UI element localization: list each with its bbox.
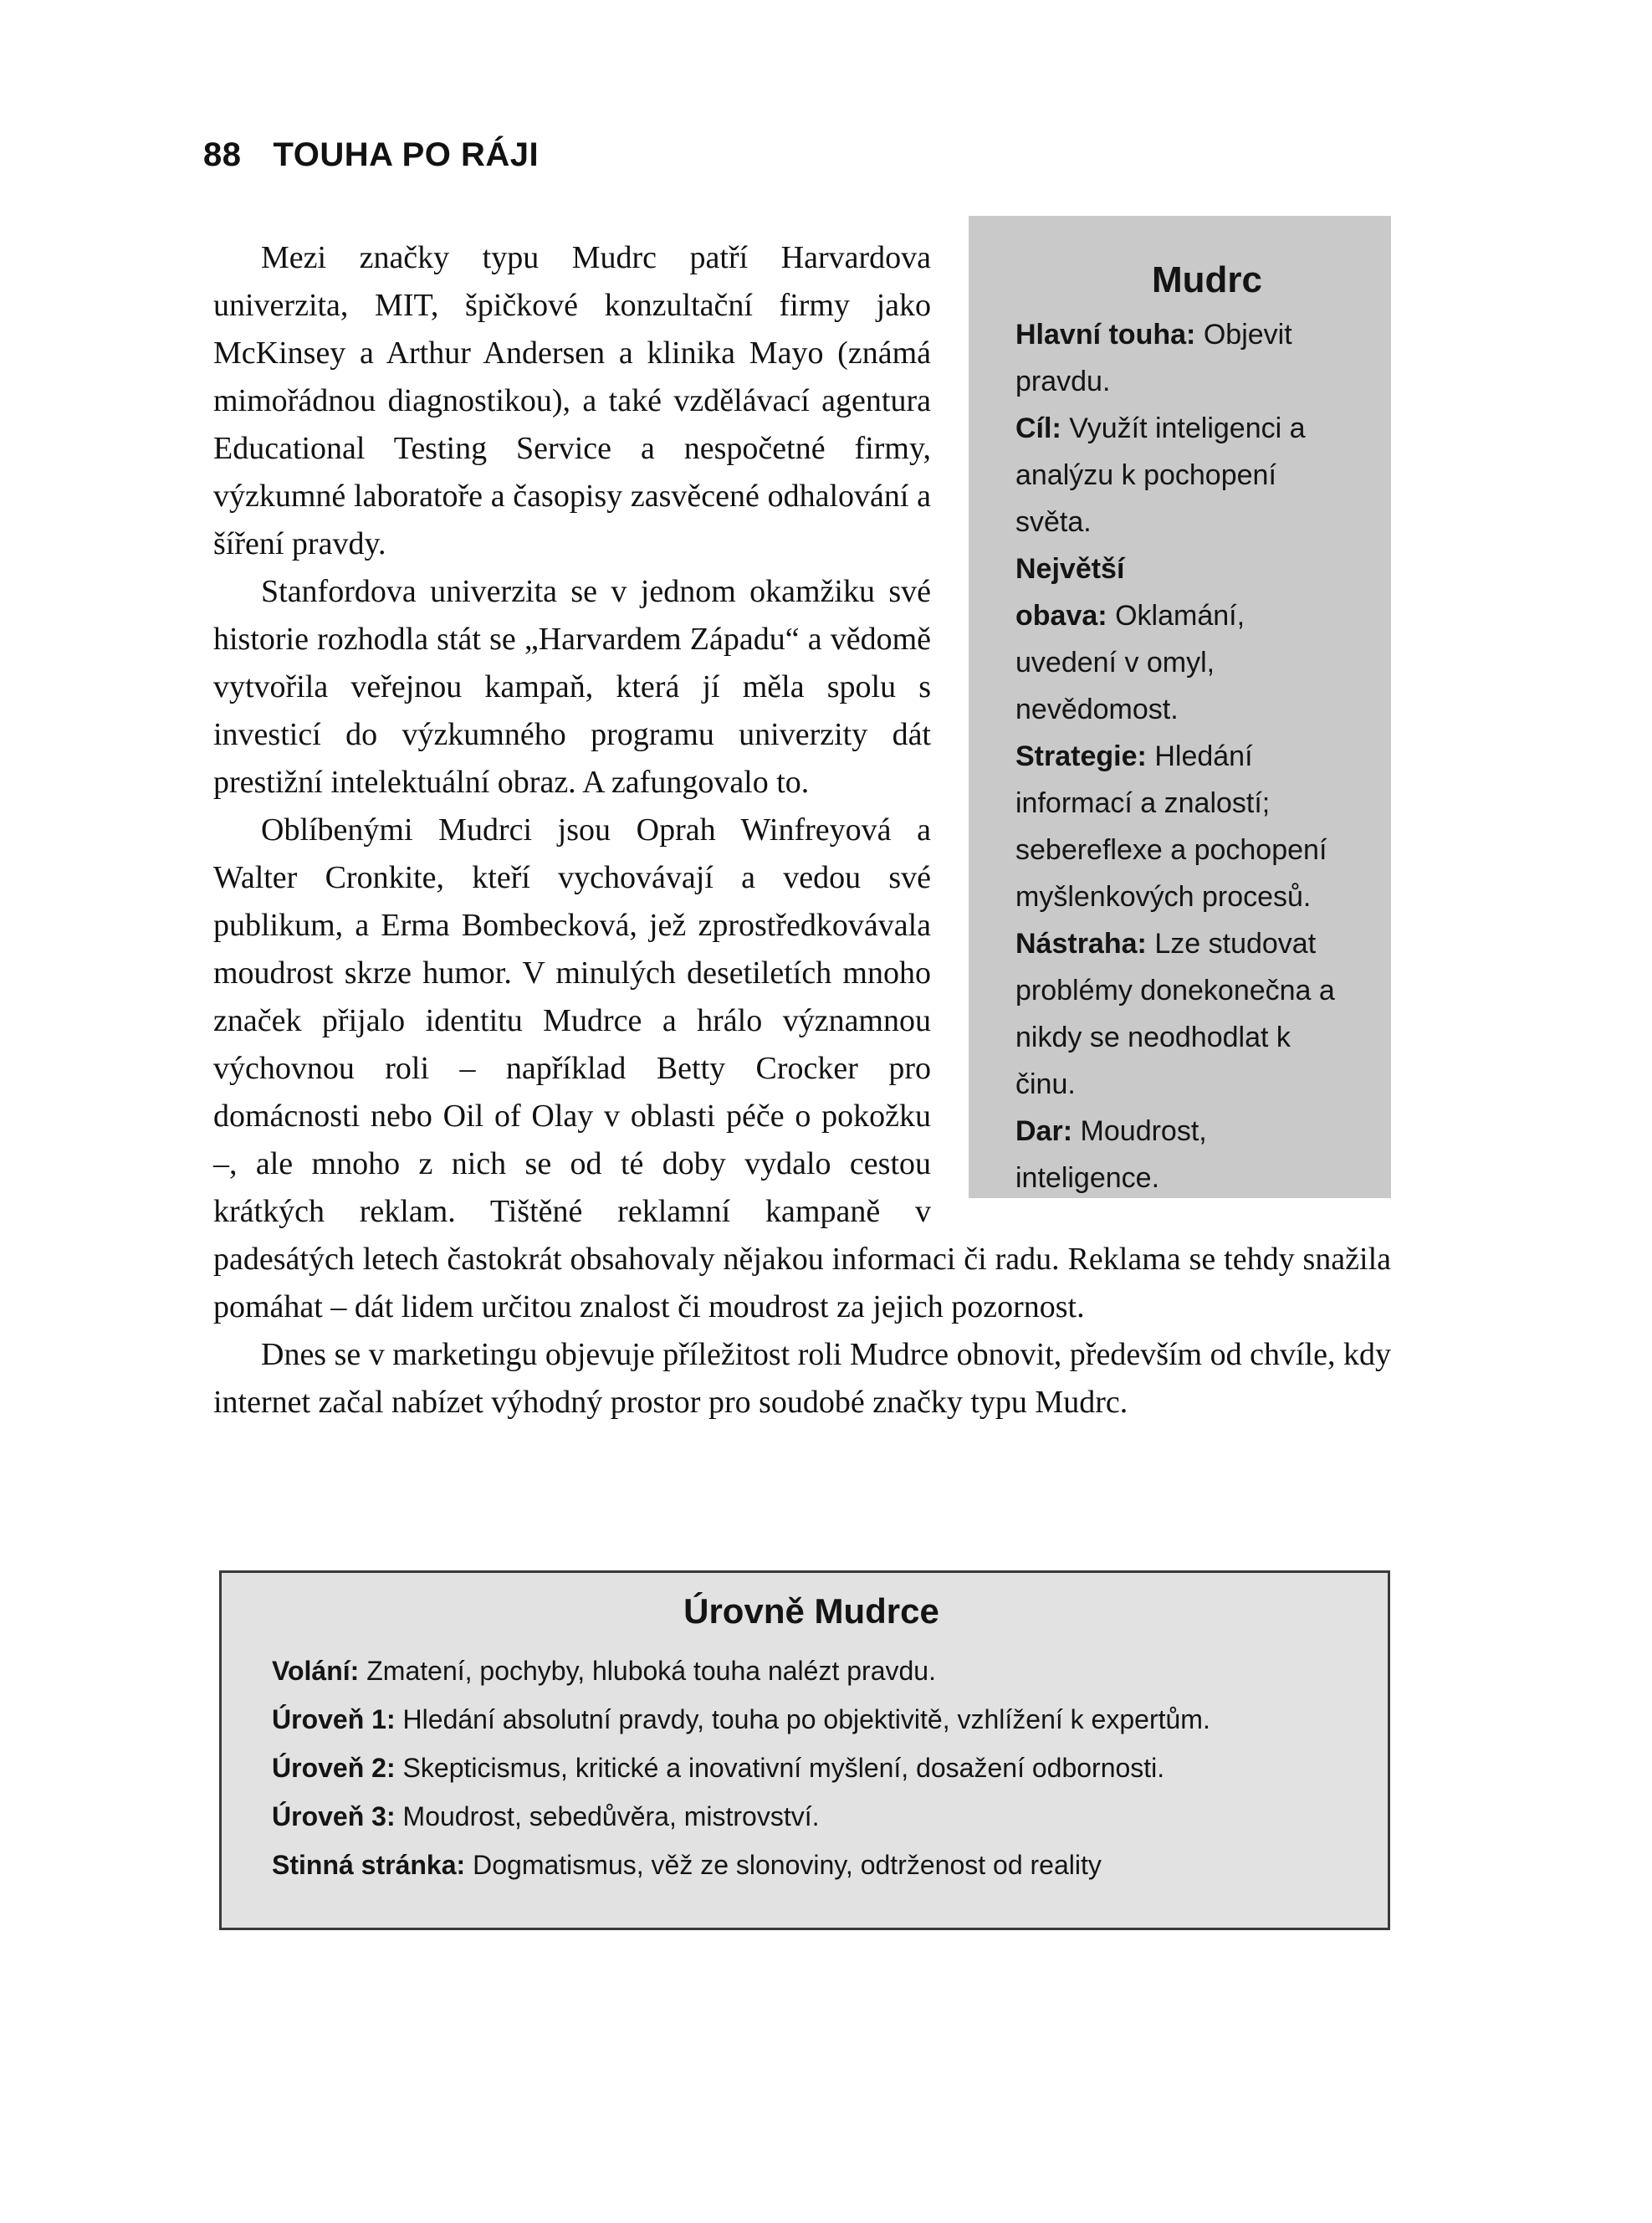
levels-entry-label: Úroveň 3: bbox=[272, 1801, 396, 1831]
sidebar-entry-label: Hlavní touha: bbox=[1015, 319, 1196, 351]
levels-entry-text: Moudrost, sebedůvěra, mistrovství. bbox=[402, 1801, 820, 1831]
sidebar-entry-text: Moudrost, inteligence. bbox=[1015, 1115, 1207, 1194]
levels-entry-text: Hledání absolutní pravdy, touha po objektivitě, vzhlížení k expertům. bbox=[402, 1704, 1210, 1734]
sidebar-entry bbox=[1015, 311, 1351, 405]
levels-entry-text: Skepticismus, kritické a inovativní myšlení, dosažení odbornosti. bbox=[402, 1753, 1165, 1783]
levels-entry bbox=[272, 1744, 1351, 1792]
sidebar-entry-text: Hledání informací a znalostí; sebereflexe a pochopení myšlenkových procesů. bbox=[1015, 740, 1327, 913]
levels-entry bbox=[272, 1841, 1351, 1889]
levels-box-title: Úrovně Mudrce bbox=[683, 1591, 939, 1631]
levels-entry-text: Dogmatismus, věž ze slonoviny, odtrženost od reality bbox=[473, 1850, 1102, 1880]
sidebar-entry-label: Cíl: bbox=[1015, 412, 1061, 444]
sidebar-entry-text: Objevit pravdu. bbox=[1015, 319, 1292, 397]
running-head bbox=[203, 136, 539, 174]
sidebar-entry-label: Nástraha: bbox=[1015, 928, 1147, 960]
levels-box bbox=[219, 1570, 1390, 1930]
levels-entry bbox=[272, 1792, 1351, 1841]
body-paragraph: Dnes se v marketingu objevuje příležitost roli Mudrce obnovit, především od chvíle, kdy internet začal nabízet výhodný prostor pro soudobé značky typu Mudrc. bbox=[213, 1337, 1391, 1420]
sidebar-entry-text: Využít inteligenci a analýzu k pochopení světa. bbox=[1015, 412, 1306, 538]
sidebar-entry-label: Strategie: bbox=[1015, 740, 1147, 772]
levels-entry bbox=[272, 1647, 1351, 1695]
body-paragraph: Stanfordova univerzita se v jednom okamžiku své historie rozhodla stát se „Harvardem Západu“ a vědomě vytvořila veřejnou kampaň, která jí měla spolu s investicí do výzkumného programu univerzity dát prestižní intelektuální obraz. A zafungovalo to. bbox=[213, 574, 931, 800]
levels-entry-label: Úroveň 2: bbox=[272, 1753, 396, 1783]
sidebar-entry-label: Největší obava: bbox=[1015, 553, 1125, 632]
levels-entry-label: Stinná stránka: bbox=[272, 1850, 466, 1880]
body-paragraph: Mezi značky typu Mudrc patří Harvardova univerzita, MIT, špičkové konzultační firmy jako McKinsey a Arthur Andersen a klinika Mayo (známá mimořádnou diagnostikou), a také vzdělávací agentura Educational Testing Service a nespočetné firmy, výzkumné laboratoře a časopisy zasvěcené odhalování a šíření pravdy. bbox=[213, 240, 931, 561]
body-paragraph: Oblíbenými Mudrci jsou Oprah Winfreyová a Walter Cronkite, kteří vychovávají a vedou své publikum, a Erma Bombecková, jež zprostředkovávala moudrost skrze humor. V minulých desetiletích mnoho značek přijalo identitu Mudrce a hrálo významnou výchovnou roli – například Betty Crocker pro domácnosti nebo Oil of Olay v oblasti péče o pokožku –, ale mnoho z nich se od té doby vydalo cestou krátkých reklam. Tištěné reklamní kampaně v padesátých letech častokrát obsahovaly nějakou informaci či radu. Reklama se tehdy snažila pomáhat – dát lidem určitou znalost či moudrost za jejich pozornost. bbox=[213, 812, 1391, 1324]
chapter-title: TOUHA PO RÁJI bbox=[273, 136, 540, 173]
body-text-block bbox=[213, 216, 1391, 1427]
levels-entry-label: Úroveň 1: bbox=[272, 1704, 396, 1734]
sidebar-entry bbox=[1015, 1108, 1351, 1201]
sidebar-entry bbox=[1015, 733, 1351, 920]
sidebar-entry-label: Dar: bbox=[1015, 1115, 1073, 1147]
archetype-sidebar-box bbox=[969, 216, 1391, 1198]
sidebar-entry-text: Lze studovat problémy donekonečna a nikdy se neodhodlat k činu. bbox=[1015, 928, 1335, 1100]
levels-entry-text: Zmatení, pochyby, hluboká touha nalézt pravdu. bbox=[366, 1656, 936, 1686]
sidebar-title: Mudrc bbox=[1152, 259, 1262, 300]
sidebar-entry bbox=[1015, 920, 1351, 1108]
sidebar-entry-text: Oklamání, uvedení v omyl, nevědomost. bbox=[1015, 600, 1245, 725]
sidebar-entry bbox=[1015, 405, 1351, 546]
sidebar-entry bbox=[1015, 546, 1351, 733]
levels-entry-label: Volání: bbox=[272, 1656, 360, 1686]
levels-entry bbox=[272, 1695, 1351, 1744]
page-number: 88 bbox=[203, 136, 242, 173]
